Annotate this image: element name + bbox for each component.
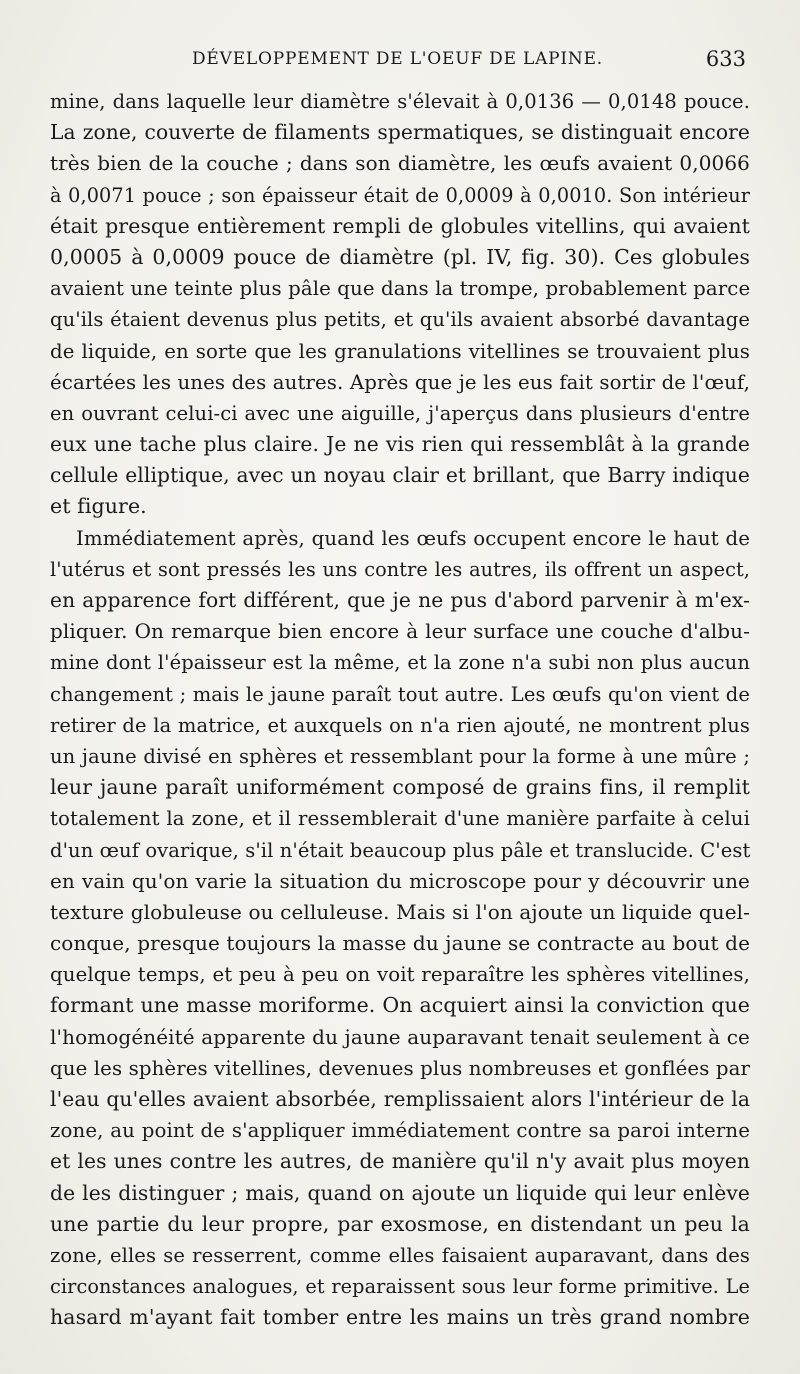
text-line: hasard m'ayant fait tomber entre les mains un très grand nombre — [50, 1305, 750, 1330]
text-line: d'un œuf ovarique, s'il n'était beaucoup plus pâle et translucide. C'est — [50, 838, 751, 862]
text-line: l'eau qu'elles avaient absorbée, remplissaient alors l'intérieur de la — [50, 1087, 750, 1111]
text-line: écartées les unes des autres. Après que je les eus fait sortir de l'œuf, — [50, 370, 750, 394]
text-line: très bien de la couche ; dans son diamètre, les œufs avaient 0,0066 — [50, 151, 750, 176]
text-line: mine dont l'épaisseur est la même, et la zone n'a subi non plus aucun — [50, 651, 750, 675]
text-line: en ouvrant celui-ci avec une aiguille, j'aperçus dans plusieurs d'entre — [50, 401, 750, 425]
text-line: en vain qu'on varie la situation du microscope pour y découvrir une — [50, 868, 750, 893]
text-line: et les unes contre les autres, de manière qu'il n'y avait plus moyen — [50, 1149, 750, 1174]
text-line: était presque entièrement rempli de globules vitellins, qui avaient — [50, 213, 750, 238]
text-line: eux une tache plus claire. Je ne vis rien qui ressemblât à la grande — [50, 432, 750, 457]
running-head — [52, 47, 746, 77]
text-line: leur jaune paraît uniformément composé de grains fins, il remplit — [50, 775, 750, 800]
text-line: texture globuleuse ou celluleuse. Mais si l'on ajoute un liquide quel- — [50, 899, 750, 924]
text-line: de les distinguer ; mais, quand on ajoute un liquide qui leur enlève — [50, 1180, 750, 1205]
text-line: un jaune divisé en sphères et ressemblant pour la forme à une mûre ; — [50, 744, 750, 768]
text-line: La zone, couverte de filaments spermatiques, se distinguait encore — [50, 120, 750, 145]
text-line: à 0,0071 pouce ; son épaisseur était de 0,0009 à 0,0010. Son intérieur — [50, 183, 750, 207]
text-line: conque, presque toujours la masse du jaune se contracte au bout de — [50, 931, 750, 956]
text-line: de liquide, en sorte que les granulations vitellines se trouvaient plus — [50, 339, 750, 363]
text-line: cellule elliptique, avec un noyau clair et brillant, que Barry indique — [50, 463, 750, 488]
running-title: DÉVELOPPEMENT DE L'OEUF DE LAPINE. — [192, 49, 604, 69]
text-line: 0,0005 à 0,0009 pouce de diamètre (pl. IV, fig. 30). Ces globules — [50, 244, 750, 269]
text-line: en apparence fort différent, que je ne pus d'abord parvenir à m'ex- — [50, 588, 750, 612]
text-line: circonstances analogues, et reparaissent sous leur forme primitive. Le — [50, 1275, 750, 1299]
text-line: l'utérus et sont pressés les uns contre les autres, ils offrent un aspect, — [50, 557, 750, 581]
text-line: changement ; mais le jaune paraît tout autre. Les œufs qu'on vient de — [50, 682, 750, 706]
text-line: l'homogénéité apparente du jaune auparavant tenait seulement à ce — [50, 1024, 750, 1049]
paragraph-start-line: Immédiatement après, quand les œufs occupent encore le haut de — [76, 526, 750, 550]
text-line: qu'ils étaient devenus plus petits, et qu'ils avaient absorbé davantage — [50, 308, 750, 332]
text-line: avaient une teinte plus pâle que dans la trompe, probablement parce — [50, 277, 751, 301]
text-line: que les sphères vitellines, devenues plus nombreuses et gonflées par — [50, 1056, 750, 1080]
text-line: une partie du leur propre, par exosmose, en distendant un peu la — [50, 1211, 750, 1236]
text-line: pliquer. On remarque bien encore à leur surface une couche d'albu- — [50, 619, 750, 644]
paragraph-end-line: et figure. — [50, 494, 147, 519]
text-line: zone, au point de s'appliquer immédiatement contre sa paroi interne — [50, 1119, 750, 1143]
text-line: quelque temps, et peu à peu on voit reparaître les sphères vitellines, — [50, 963, 750, 987]
text-line: retirer de la matrice, et auxquels on n'a rien ajouté, ne montrent plus — [50, 713, 750, 737]
text-line: totalement la zone, et il ressemblerait d'une manière parfaite à celui — [50, 807, 750, 831]
page-number: 633 — [705, 47, 746, 71]
body-text — [50, 86, 750, 1334]
text-line: mine, dans laquelle leur diamètre s'élevait à 0,0136 — 0,0148 pouce. — [50, 90, 750, 113]
text-line: zone, elles se resserrent, comme elles faisaient auparavant, dans des — [50, 1243, 750, 1267]
text-line: formant une masse moriforme. On acquiert ainsi la conviction que — [50, 993, 750, 1018]
